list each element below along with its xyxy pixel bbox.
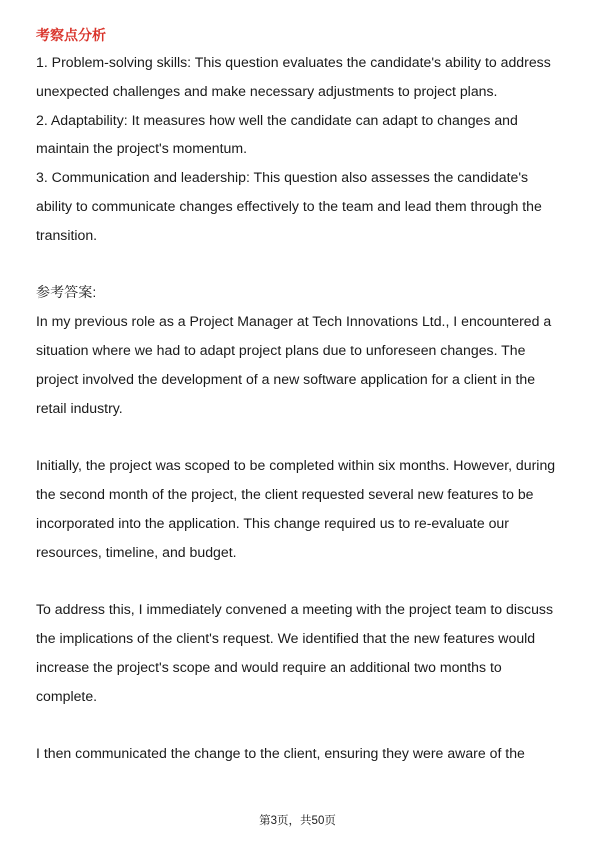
paragraph-gap [36, 250, 566, 279]
answer-paragraph: Initially, the project was scoped to be completed within six months. However, during the second month of the project, the client requested several new features to be incorporated into the application. This change required us to re-evaluate our resources, timeline, and budget. [36, 457, 556, 560]
answer-paragraph: In my previous role as a Project Manager at Tech Innovations Ltd., I encountered a situation where we had to adapt project plans due to unforeseen changes. The project involved the development of a new software application for a client in the retail industry. [36, 313, 552, 416]
answer-paragraph: I then communicated the change to the client, ensuring they were aware of the [36, 745, 525, 762]
document-page [36, 22, 566, 768]
paragraph-gap [36, 422, 566, 451]
analysis-item: 3. Communication and leadership: This question also assesses the candidate's ability to communicate changes effectively to the team and lead them through the transition. [36, 169, 542, 243]
answer-paragraph: To address this, I immediately convened a meeting with the project team to discuss the implications of the client's request. We identified that the new features would increase the project's scope and would require an additional two months to complete. [36, 601, 554, 704]
answer-label: 参考答案: [36, 284, 97, 301]
paragraph-gap [36, 566, 566, 595]
analysis-item: 2. Adaptability: It measures how well the candidate can adapt to changes and maintain the project's momentum. [36, 111, 518, 157]
analysis-heading: 考察点分析 [36, 27, 106, 43]
analysis-item: 1. Problem-solving skills: This question evaluates the candidate's ability to address unexpected challenges and make necessary adjustments to project plans. [36, 54, 551, 99]
paragraph-gap [36, 710, 566, 739]
page-number-footer: 第3页，共50页 [259, 815, 336, 827]
